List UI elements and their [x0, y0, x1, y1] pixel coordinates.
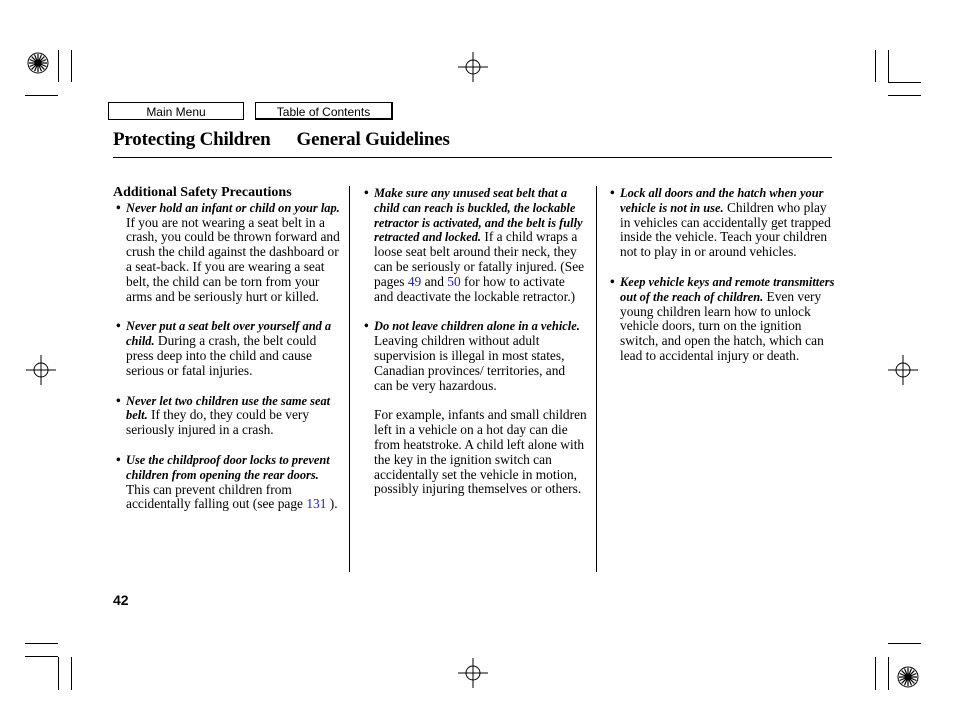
column-1 — [113, 186, 343, 527]
column-3 — [607, 186, 837, 379]
registration-crosshair-icon — [458, 52, 488, 82]
page-link-50[interactable]: 50 — [447, 273, 461, 289]
column-divider — [596, 186, 597, 572]
registration-crosshair-icon — [26, 355, 56, 385]
column-divider — [349, 186, 350, 572]
list-item: • Never let two children use the same seat belt. If they do, they could be very seriously injured in a crash. — [116, 392, 331, 438]
list-item: • Never put a seat belt over yourself and a child. During a crash, the belt could press deep into the child and cause serious or fatal injuries. — [116, 318, 332, 378]
page-link-131[interactable]: 131 — [306, 496, 327, 512]
registration-crosshair-icon — [888, 355, 918, 385]
page-header — [113, 129, 450, 151]
list-item: • Do not leave children alone in a vehicle. Leaving children without adult supervision is illegal in most states, Canadian provinces/ territories, and can be very hazardous. — [364, 318, 580, 393]
registration-burst-icon — [27, 52, 49, 74]
body-paragraph: For example, infants and small children left in a vehicle on a hot day can die from heatstroke. A child left alone with the key in the ignition switch can accidentally set the vehicle in motion, possibly injuring themselves or others. — [374, 407, 587, 497]
registration-burst-icon — [897, 666, 919, 688]
main-menu-button[interactable]: Main Menu — [108, 102, 244, 120]
column-2 — [361, 186, 587, 497]
list-item: • Never hold an infant or child on your lap. If you are not wearing a seat belt in a crash, you could be thrown forward and crush the child against the dashboard or a seat-back. If you are wearing a seat belt, the child can be torn from your arms and be seriously hurt or killed. — [116, 199, 340, 304]
list-item: • Make sure any unused seat belt that a child can reach is buckled, the lockable retractor is activated, and the belt is fully retracted and locked. If a child wraps a loose seat belt around their neck, they can be seriously or fatally injured. (See pages 49 and 50 for how to activate and deactivate the lockable retractor.) — [364, 185, 585, 304]
section-heading: Additional Safety Precautions — [113, 185, 292, 200]
page-title: General Guidelines — [296, 129, 450, 150]
page-number: 42 — [113, 592, 129, 608]
registration-crosshair-icon — [458, 658, 488, 688]
header-divider — [113, 157, 832, 158]
list-item: • Use the childproof door locks to prevent children from opening the rear doors. This can prevent children from accidentally falling out (see page 131 ). — [116, 451, 338, 512]
table-of-contents-button[interactable]: Table of Contents — [255, 102, 393, 120]
list-item: • Keep vehicle keys and remote transmitters out of the reach of children. Even very young children learn how to unlock vehicle doors, turn on the ignition switch, and open the hatch, which can lead to accidental injury or death. — [610, 273, 835, 363]
section-title: Protecting Children — [113, 129, 271, 150]
list-item: • Lock all doors and the hatch when your vehicle is not in use. Children who play in vehicles can accidentally get trapped inside the vehicle. Teach your children not to play in or around vehicles. — [610, 185, 831, 260]
page-link-49[interactable]: 49 — [407, 273, 422, 289]
